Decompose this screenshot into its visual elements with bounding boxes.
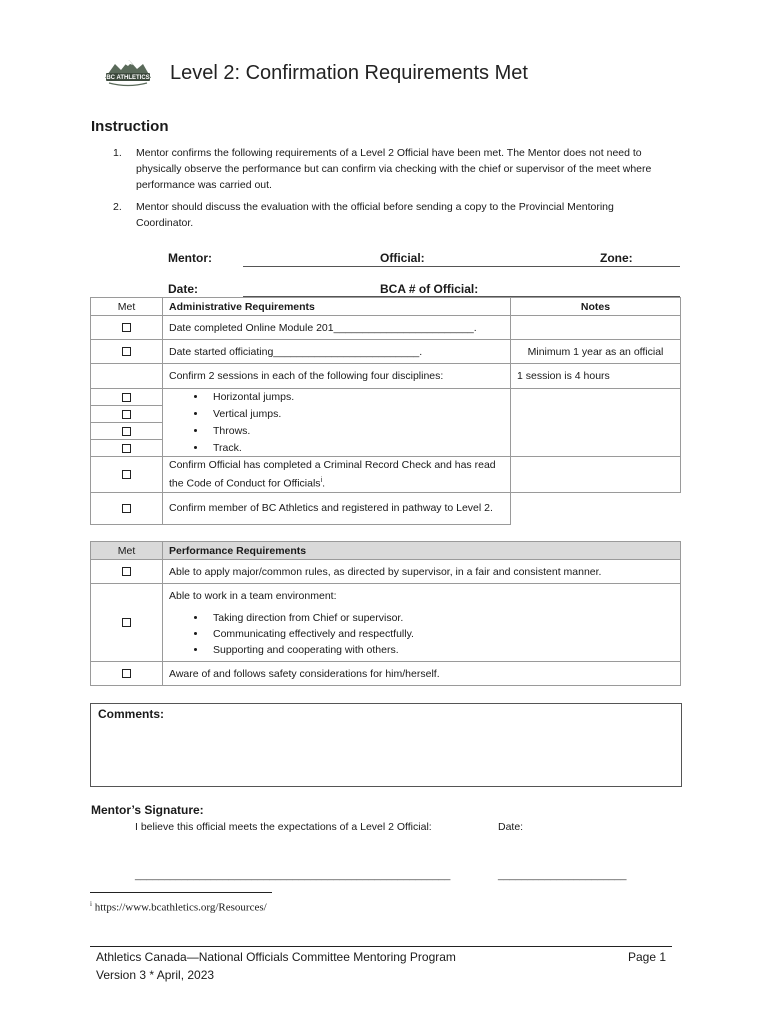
table-row <box>91 340 681 364</box>
instruction-heading: Instruction <box>91 118 169 135</box>
footer-divider <box>90 946 672 947</box>
checkbox[interactable] <box>122 618 131 627</box>
table-row <box>91 492 681 524</box>
met-checkbox-cell <box>91 316 163 340</box>
discipline-item: • Track. <box>207 440 504 456</box>
table-row <box>91 457 681 493</box>
checkbox[interactable] <box>122 393 131 402</box>
mentor-signature-heading: Mentor’s Signature: <box>91 803 204 817</box>
notes-column-header: Notes <box>511 298 681 316</box>
page-title: Level 2: Confirmation Requirements Met <box>170 62 528 84</box>
performance-requirements-table <box>90 541 681 686</box>
notes-cell[interactable] <box>511 406 681 423</box>
table-row <box>91 560 681 584</box>
met-checkbox-cell <box>91 340 163 364</box>
checkbox[interactable] <box>122 444 131 453</box>
met-column-header: Met <box>91 542 163 560</box>
discipline-item: • Throws. <box>207 423 504 439</box>
mentor-official-zone-line[interactable] <box>243 266 680 267</box>
table-row <box>91 406 681 423</box>
zone-label: Zone: <box>600 251 633 265</box>
requirement-text: Confirm 2 sessions in each of the following four disciplines: <box>163 364 511 389</box>
met-column-header: Met <box>91 298 163 316</box>
table-row <box>91 423 681 440</box>
bca-number-label: BCA # of Official: <box>380 282 479 296</box>
checkbox[interactable] <box>122 410 131 419</box>
met-checkbox-cell <box>91 389 163 406</box>
team-item: • Communicating effectively and respectfully. <box>207 626 674 642</box>
checkbox[interactable] <box>122 323 131 332</box>
crc-text-end: . <box>322 477 326 490</box>
logo-text: BC ATHLETICS <box>106 75 150 81</box>
footer-version: Version 3 * April, 2023 <box>96 968 215 982</box>
notes-cell[interactable] <box>511 423 681 440</box>
discipline-item: • Horizontal jumps. <box>207 389 504 405</box>
official-label: Official: <box>380 251 425 265</box>
requirement-text: Able to apply major/common rules, as directed by supervisor, in a fair and consistent manner. <box>163 560 681 584</box>
administrative-requirements-table <box>90 297 681 525</box>
instruction-item-2 <box>113 199 673 231</box>
table-row <box>91 316 681 340</box>
notes-cell <box>511 492 681 524</box>
item-number: 2. <box>113 201 122 213</box>
met-checkbox-cell <box>91 406 163 423</box>
discipline-cell <box>163 423 511 440</box>
comments-box[interactable] <box>90 703 682 787</box>
requirement-text <box>163 584 681 662</box>
requirement-text: Date started officiating_________________________. <box>163 340 511 364</box>
footnote-link[interactable]: https://www.bcathletics.org/Resources/ <box>94 901 267 914</box>
requirement-text: Date completed Online Module 201________________________. <box>163 316 511 340</box>
team-item: • Taking direction from Chief or supervisor. <box>207 610 674 626</box>
met-checkbox-cell <box>91 440 163 457</box>
discipline-cell <box>163 406 511 423</box>
bc-athletics-logo <box>103 58 153 88</box>
requirement-text: Confirm member of BC Athletics and registered in pathway to Level 2. <box>163 492 511 524</box>
met-checkbox-cell <box>91 423 163 440</box>
checkbox[interactable] <box>122 347 131 356</box>
met-checkbox-cell <box>91 492 163 524</box>
discipline-cell <box>163 440 511 457</box>
checkbox[interactable] <box>122 470 131 479</box>
admin-requirements-header: Administrative Requirements <box>163 298 511 316</box>
checkbox[interactable] <box>122 567 131 576</box>
item-number: 1. <box>113 147 122 159</box>
signature-line[interactable]: ______________________________________________________ <box>135 869 451 881</box>
instruction-item-1 <box>113 145 673 193</box>
notes-cell[interactable] <box>511 457 681 493</box>
met-checkbox-cell <box>91 662 163 686</box>
date-label: Date: <box>168 282 199 296</box>
comments-label: Comments: <box>98 707 165 721</box>
signature-statement: I believe this official meets the expectations of a Level 2 Official: <box>135 821 432 833</box>
page-number: Page 1 <box>628 950 667 964</box>
footnote <box>90 900 267 914</box>
signature-date-label: Date: <box>498 821 524 833</box>
requirement-text: Aware of and follows safety considerations for him/herself. <box>163 662 681 686</box>
discipline-item: • Vertical jumps. <box>207 406 504 422</box>
notes-cell[interactable] <box>511 389 681 406</box>
met-checkbox-cell <box>91 457 163 493</box>
footnote-divider <box>90 892 272 893</box>
team-item: • Supporting and cooperating with others. <box>207 642 674 658</box>
met-checkbox-cell <box>91 584 163 662</box>
performance-requirements-header: Performance Requirements <box>163 542 681 560</box>
table-row <box>91 662 681 686</box>
checkbox[interactable] <box>122 427 131 436</box>
table-row <box>91 389 681 406</box>
footnote-marker: i <box>320 477 323 484</box>
notes-cell: 1 session is 4 hours <box>511 364 681 389</box>
footer-program: Athletics Canada—National Officials Committee Mentoring Program <box>96 950 456 964</box>
mentor-label: Mentor: <box>168 251 212 265</box>
crc-text: Confirm Official has completed a Criminal Record Check and has read the Code of Conduct for Officials <box>169 459 496 490</box>
notes-cell[interactable] <box>511 440 681 457</box>
requirement-text <box>163 457 511 493</box>
notes-cell[interactable] <box>511 316 681 340</box>
checkbox[interactable] <box>122 669 131 678</box>
signature-date-line[interactable]: ______________________ <box>498 869 627 881</box>
table-row <box>91 440 681 457</box>
checkbox[interactable] <box>122 504 131 513</box>
team-environment-text: Able to work in a team environment: <box>169 589 337 602</box>
table-row <box>91 364 681 389</box>
notes-cell: Minimum 1 year as an official <box>511 340 681 364</box>
item-text: Mentor should discuss the evaluation with the official before sending a copy to the Provincial Mentoring Coordinator. <box>136 201 614 229</box>
table-row <box>91 584 681 662</box>
met-cell-empty <box>91 364 163 389</box>
discipline-cell <box>163 389 511 406</box>
footnote-marker: i <box>90 900 92 908</box>
met-checkbox-cell <box>91 560 163 584</box>
item-text: Mentor confirms the following requirements of a Level 2 Official have been met. The Mentor does not need to physically observe the performance but can confirm via checking with the chief or supervisor of the meet where performance was carried out. <box>136 147 652 191</box>
